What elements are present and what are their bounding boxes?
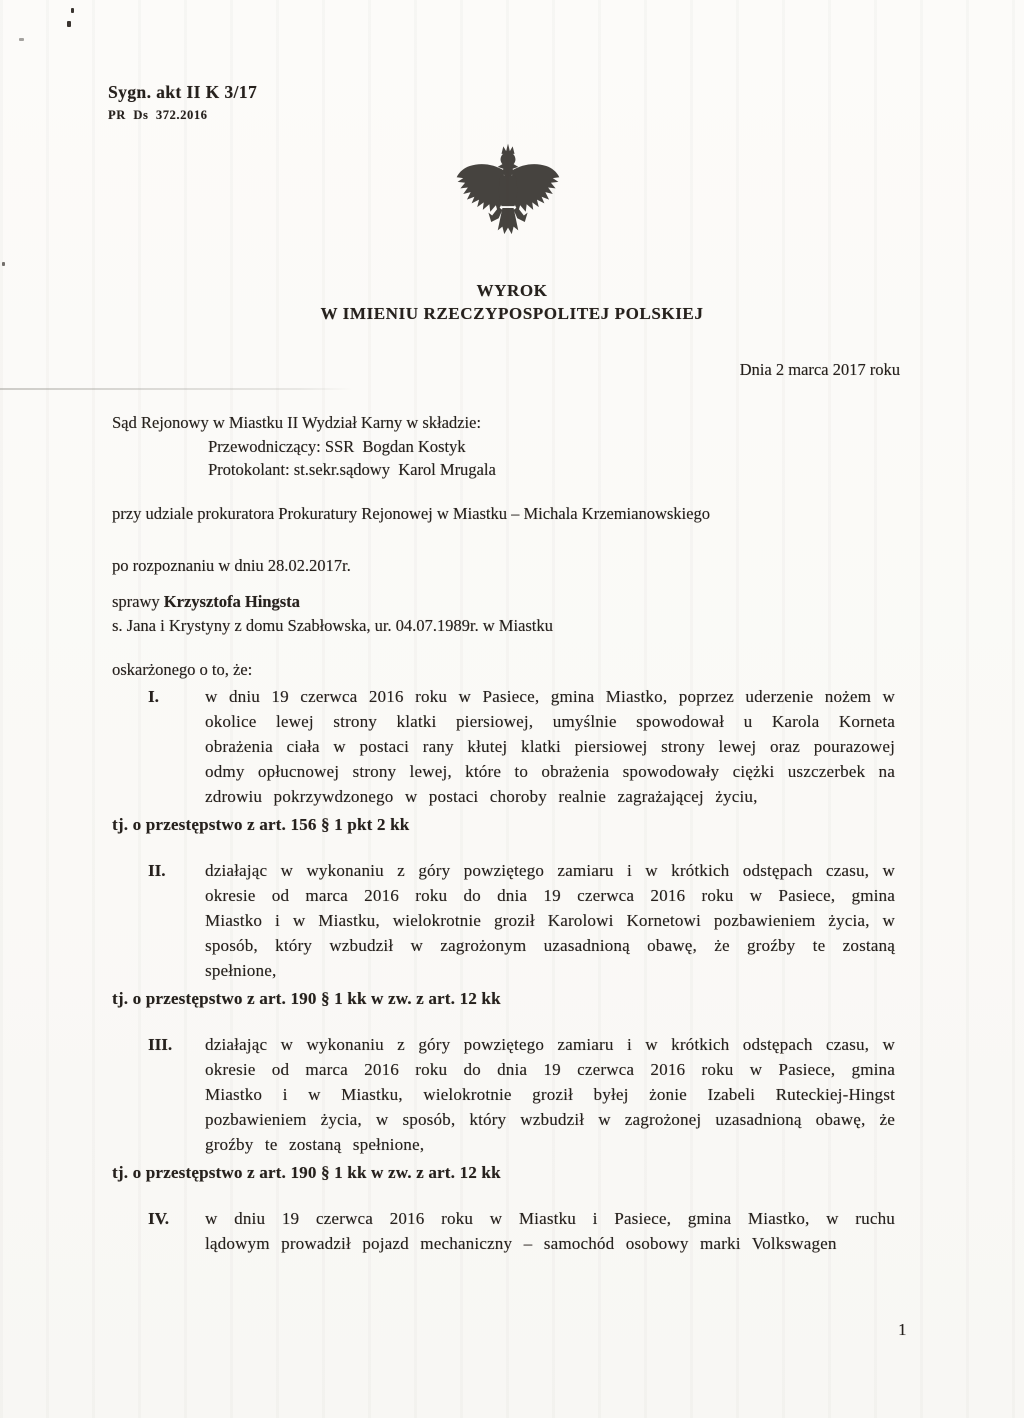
presiding-judge-line: Przewodniczący: SSR Bogdan Kostyk [208, 436, 466, 456]
court-composition-block [112, 411, 496, 482]
charge-numeral: I. [148, 687, 159, 706]
polish-eagle-icon [452, 142, 564, 246]
scan-artifact-dot [67, 21, 71, 27]
legal-qualification: tj. o przestępstwo z art. 190 § 1 kk w zw. z art. 12 kk [112, 989, 501, 1008]
charges-list [112, 684, 912, 1277]
charge-item-2 [112, 858, 912, 1011]
defendant-name: Krzysztofa Hingsta [163, 592, 300, 611]
charge-item-3 [112, 1032, 912, 1185]
prosecutor-participation-line: przy udziale prokuratora Prokuratury Rejonowej w Miastku – Michala Krzemianowskiego [112, 504, 710, 523]
charge-text: działając w wykonaniu z góry powziętego zamiaru i w krótkich odstępach czasu, w okresie od marca 2016 roku do dnia 19 czerwca 2016 roku w Pasiece, gmina Miastko i w Miastku, wielokrotnie groził Karolowi Kornetowi pozbawieniem życia, w sposób, który wzbudził w zagrożonym uzasadnioną obawę, że groźby te zostaną spełnione, [205, 861, 895, 980]
scan-artifact-dot [71, 8, 74, 13]
charge-text: w dniu 19 czerwca 2016 roku w Miastku i Pasiece, gmina Miastko, w ruchu lądowym prowadził pojazd mechaniczny – samochód osobowy marki Volkswagen [205, 1209, 895, 1253]
charge-item-1 [112, 684, 912, 837]
court-clerk-line: Protokolant: st.sekr.sądowy Karol Mrugala [208, 460, 496, 479]
charge-numeral: III. [148, 1035, 173, 1054]
charge-text: w dniu 19 czerwca 2016 roku w Pasiece, gmina Miastko, poprzez uderzenie nożem w okolice lewej strony klatki piersiowej, umyślnie spowodował u Karola Korneta obrażenia ciała w postaci rany kłutej klatki piersiowej strony lewej oraz pourazowej odmy opłucnowej strony lewej, które to obrażenia spowodowały ciężki uszczerbek na zdrowiu pokrzywdzonego w postaci choroby realnie zagrażającej życiu, [205, 687, 895, 806]
legal-qualification: tj. o przestępstwo z art. 190 § 1 kk w zw. z art. 12 kk [112, 1163, 501, 1182]
charge-text: działając w wykonaniu z góry powziętego zamiaru i w krótkich odstępach czasu, w okresie od marca 2016 roku do dnia 19 czerwca 2016 roku w Pasiece, gmina Miastko i w Miastku, wielokrotnie groził byłej żonie Izabeli Ruteckiej-Hingst pozbawieniem życia, w sposób, który wzbudził w zagrożonej uzasadnioną obawę, że groźby te zostaną spełnione, [205, 1035, 895, 1154]
charge-item-4 [112, 1206, 912, 1256]
scan-artifact-dot [2, 262, 5, 266]
legal-qualification: tj. o przestępstwo z art. 156 § 1 pkt 2 kk [112, 815, 410, 834]
charge-numeral: II. [148, 861, 166, 880]
case-reference-block [108, 82, 257, 125]
judgment-title [0, 279, 1024, 325]
page-number: 1 [898, 1320, 907, 1339]
judgment-title-republic-line: W IMIENIU RZECZYPOSPOLITEJ POLSKIEJ [320, 304, 704, 323]
scan-artifact-line [0, 388, 352, 390]
case-prefix: sprawy [112, 592, 164, 611]
hearing-date-line: po rozpoznaniu w dniu 28.02.2017r. [112, 556, 351, 575]
defendant-name-line [112, 590, 553, 614]
accusation-intro: oskarżonego o to, że: [112, 660, 253, 679]
judgment-date: Dnia 2 marca 2017 roku [739, 360, 900, 379]
case-number: Sygn. akt II K 3/17 [108, 82, 258, 102]
court-composition-intro: Sąd Rejonowy w Miastku II Wydział Karny w składzie: [112, 413, 481, 432]
scan-artifact-dot [19, 38, 24, 41]
defendant-details-line: s. Jana i Krystyny z domu Szabłowska, ur. 04.07.1989r. w Miastku [112, 615, 553, 635]
prosecutor-reference-number: PR Ds 372.2016 [108, 108, 208, 122]
judgment-title-word: WYROK [476, 281, 548, 300]
defendant-block [112, 590, 553, 637]
charge-numeral: IV. [148, 1209, 169, 1228]
